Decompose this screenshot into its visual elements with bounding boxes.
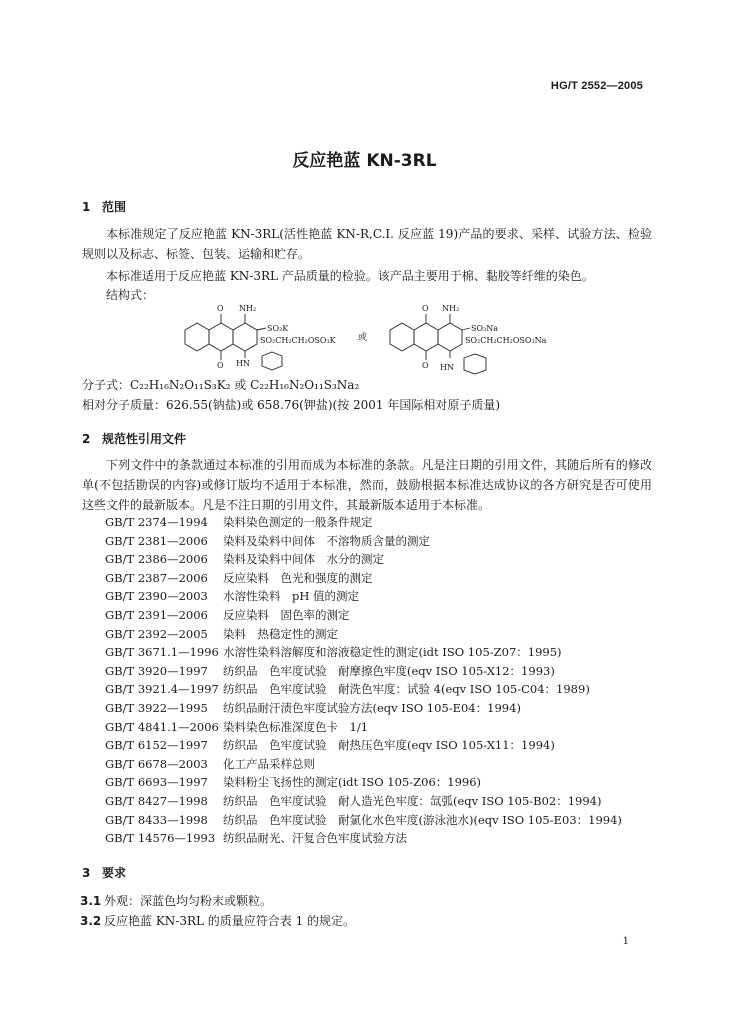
section-number: 1 [82,200,91,214]
reference-item [105,830,407,846]
reference-code: GB/T 6693—1997 [105,775,208,790]
requirement-number: 3.2 [80,914,102,928]
requirement-text: 外观：深蓝色均匀粉末或颗粒。 [104,894,273,908]
structural-formula [170,300,570,382]
reference-code: GB/T 2391—2006 [105,608,208,622]
reference-item [105,514,373,530]
section-title: 规范性引用文件 [102,432,187,446]
reference-title: 反应染料 色光和强度的测定 [223,570,373,585]
left-oxygen-top: O [217,304,224,313]
section-heading-normative [82,430,186,447]
scope-paragraph-2: 本标准适用于反应艳蓝 KN-3RL 产品质量的检验。该产品主要用于棉、黏胶等纤维的染色。 [106,269,594,283]
right-sulfonate: SO₃Na [471,324,499,333]
reference-title: 水溶性染料溶解度和溶液稳定性的测定(idt ISO 105-Z07：1995) [223,645,562,660]
reference-item [105,663,555,679]
reference-code: GB/T 2386—2006 [105,552,208,567]
reference-title: 化工产品采样总则 [223,756,315,771]
reference-code: GB/T 3920—1997 [105,663,208,678]
section-title: 范围 [102,200,127,214]
page-title: 反应艳蓝 KN-3RL [292,151,437,171]
reference-item [105,774,481,790]
reference-item [105,570,373,586]
normative-paragraph: 下列文件中的条款通过本标准的引用而成为本标准的条款。凡是注日期的引用文件，其随后所有的修改单(不包括勘误的内容)或修订版均不适用于本标准，然而，鼓励根据本标准达成协议的各方研究是否可使用这些文件的最新版本。凡是不注日期的引用文件，其最新版本适用于本标准。 [82,458,652,512]
reference-title: 纺织品 色牢度试验 耐洗色牢度：试验 4(eqv ISO 105-C04：1989) [223,682,590,697]
left-amino: NH₂ [239,304,257,313]
reference-item [105,812,622,828]
reference-code: GB/T 3671.1—1996 [105,645,219,660]
reference-item [105,533,430,549]
reference-code: GB/T 6678—2003 [105,756,208,771]
reference-code: GB/T 8433—1998 [105,812,208,827]
reference-title: 纺织品耐光、汗复合色牢度试验方法 [223,831,407,846]
reference-code: GB/T 2392—2005 [105,626,208,641]
reference-code: GB/T 2381—2006 [105,533,208,548]
left-sulfonate: SO₃K [267,324,289,333]
reference-item [105,551,384,567]
structural-formula-drawing [170,300,570,382]
reference-item [105,607,350,623]
section-title: 要求 [102,866,127,880]
right-amino: NH₂ [442,304,460,313]
requirement-item [80,912,355,929]
reference-title: 纺织品 色牢度试验 耐氯化水色牢度(游泳池水)(eqv ISO 105-E03：1994) [223,812,622,827]
or-separator: 或 [358,333,368,343]
section-heading-scope [82,198,126,215]
left-imino: HN [236,359,250,368]
reference-code: GB/T 3922—1995 [105,701,208,715]
left-side-chain: SO₂CH₂CH₂OSO₃K [260,336,336,345]
reference-code: GB/T 6152—1997 [105,738,208,753]
reference-item [105,626,338,642]
reference-title: 染料及染料中间体 不溶物质含量的测定 [223,533,430,548]
reference-title: 染料染色测定的一般条件规定 [223,515,373,529]
reference-item [105,756,315,772]
reference-title: 染料 热稳定性的测定 [223,626,338,641]
molecular-formula: 分子式：C₂₂H₁₆N₂O₁₁S₃K₂ 或 C₂₂H₁₆N₂O₁₁S₃Na₂ [82,378,360,392]
reference-item [105,588,359,604]
reference-item [105,700,521,716]
right-side-chain: SO₂CH₂CH₂OSO₃Na [465,336,547,345]
section-heading-requirements [82,864,126,881]
right-oxygen-top: O [422,304,429,313]
scope-paragraph-1: 本标准规定了反应艳蓝 KN-3RL(活性艳蓝 KN-R,C.I. 反应蓝 19)产品的要求、采样、试验方法、检验规则以及标志、标签、包装、运输和贮存。 [82,227,652,261]
reference-code: GB/T 2387—2006 [105,570,208,585]
reference-title: 纺织品 色牢度试验 耐摩擦色牢度(eqv ISO 105-X12：1993) [223,663,555,678]
structure-label: 结构式： [106,288,155,302]
requirement-item [80,892,272,909]
left-oxygen-bottom: O [217,361,224,370]
page-number: 1 [622,936,629,947]
document-code: HG/T 2552—2005 [550,80,643,92]
right-imino: HN [440,363,454,372]
molecular-mass: 相对分子质量：626.55(钠盐)或 658.76(钾盐)(按 2001 年国际相对原子质量) [82,398,501,412]
reference-title: 纺织品 色牢度试验 耐人造光色牢度：氙弧(eqv ISO 105-B02：1994) [223,794,602,808]
section-number: 3 [82,866,91,880]
reference-code: GB/T 2374—1994 [105,515,208,529]
reference-title: 染料粉尘飞扬性的测定(idt ISO 105-Z06：1996) [223,775,482,790]
reference-code: GB/T 14576—1993 [105,831,216,846]
reference-item [105,681,590,697]
reference-title: 反应染料 固色率的测定 [223,608,350,622]
reference-code: GB/T 8427—1998 [105,794,208,808]
reference-item [105,737,555,753]
reference-item [105,793,601,809]
reference-title: 纺织品耐汗渍色牢度试验方法(eqv ISO 105-E04：1994) [223,701,521,715]
reference-code: GB/T 3921.4—1997 [105,682,219,697]
reference-title: 纺织品 色牢度试验 耐热压色牢度(eqv ISO 105-X11：1994) [223,738,555,753]
reference-title: 水溶性染料 pH 值的测定 [223,589,360,604]
right-oxygen-bottom: O [422,361,429,370]
requirement-number: 3.1 [80,894,102,908]
reference-item [105,719,368,735]
section-number: 2 [82,432,91,446]
reference-title: 染料及染料中间体 水分的测定 [223,552,384,567]
requirement-text: 反应艳蓝 KN-3RL 的质量应符合表 1 的规定。 [104,914,356,928]
reference-code: GB/T 2390—2003 [105,589,208,604]
reference-item [105,644,562,660]
reference-title: 染料染色标准深度色卡 1/1 [223,719,369,734]
reference-code: GB/T 4841.1—2006 [105,719,219,734]
